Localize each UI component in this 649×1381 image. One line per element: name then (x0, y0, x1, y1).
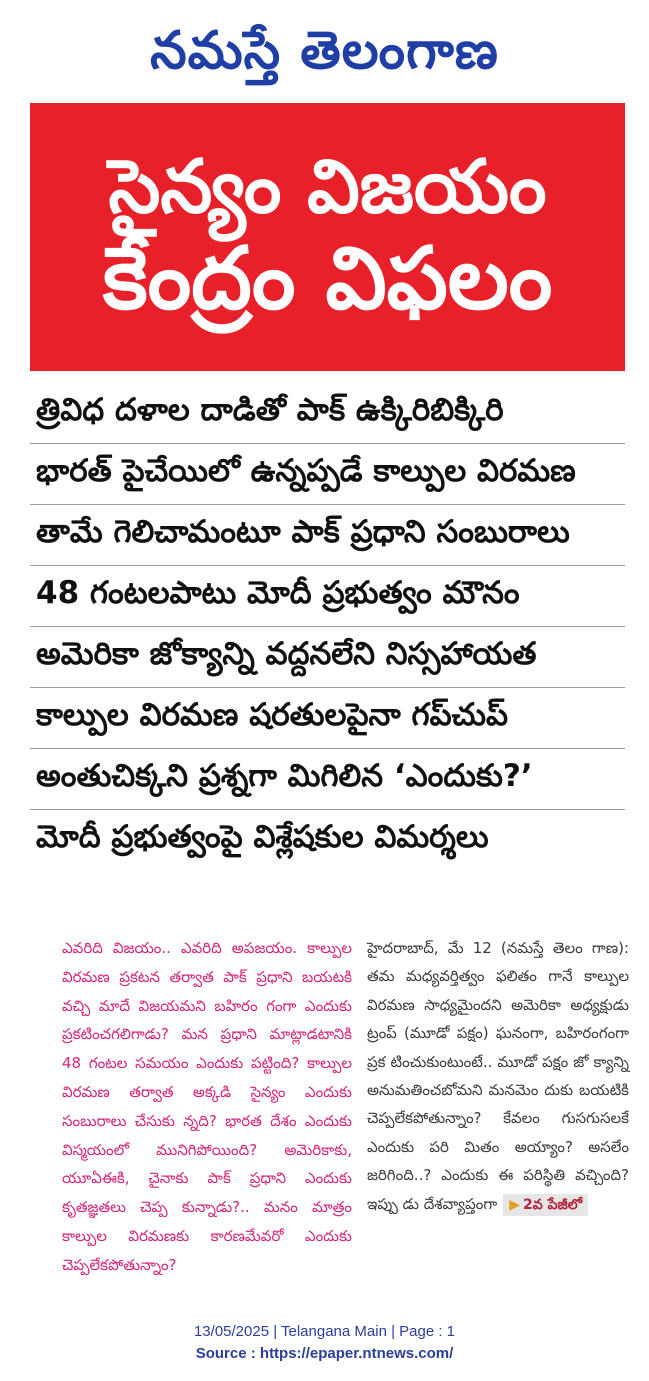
highlight-item: అమెరికా జోక్యాన్ని వద్దనలేని నిస్సహాయత (30, 627, 625, 688)
footer (0, 1321, 649, 1365)
highlight-item: త్రివిధ దళాల దాడితో పాక్ ఉక్కిరిబిక్కిరి (30, 383, 625, 444)
headline-line-1: సైన్యం విజయం (108, 144, 547, 230)
footer-edition-info: 13/05/2025 | Telangana Main | Page : 1 (193, 1323, 456, 1340)
masthead-title: నమస్తే తెలంగాణ (150, 20, 499, 81)
headline-banner (30, 103, 625, 371)
footer-source-link[interactable]: Source : https://epaper.ntnews.com/ (195, 1345, 454, 1362)
highlight-item: తామే గెలిచామంటూ పాక్ ప్రధాని సంబురాలు (30, 505, 625, 566)
arrow-icon: ▶ (509, 1196, 521, 1213)
highlight-item: కాల్పుల విరమణ షరతులపైనా గప్‌చుప్ (30, 688, 625, 749)
continued-label: 2వ పేజీలో (523, 1196, 583, 1213)
highlight-item: అంతుచిక్కని ప్రశ్నగా మిగిలిన ‘ఎందుకు?’ (30, 749, 625, 810)
headline-line-2: కేంద్రం విఫలం (102, 229, 553, 330)
intro-column (62, 934, 352, 1280)
masthead (0, 6, 649, 96)
article-text: హైదరాబాద్, మే 12 (నమస్తే తెలం గాణ): తమ మధ్యవర్తిత్వం ఫలితం గానే కాల్పుల విరమణ సాధ్యమైందని అమెరికా అధ్యక్షుడు ట్రంప్ (మూడో పక్షం) ఘనంగా, బహిరంగంగా ప్రక టించుకుంటుంటే.. మూడో పక్షం జో క్యాన్ని అనుమతించబోమని మనమెం దుకు బయటికి చెప్పలేకపోతున్నాం? కేవలం గుసగుసలకే ఎందుకు పరి మితం అయ్యాం? అసలేం జరిగింది..? ఎందుకు ఈ పరిస్థితి వచ్చింది? ఇప్పు డు దేశవ్యాప్తంగా (367, 939, 629, 1213)
highlight-item: మోదీ ప్రభుత్వంపై విశ్లేషకుల విమర్శలు (36, 818, 489, 855)
highlight-item: భారత్ పైచేయిలో ఉన్నప్పడే కాల్పుల విరమణ (30, 444, 625, 505)
highlights-list (30, 383, 625, 870)
article-column (367, 934, 629, 1218)
continued-on-page-2-link[interactable] (503, 1194, 588, 1216)
highlight-item: 48 గంటలపాటు మోదీ ప్రభుత్వం మౌనం (30, 566, 625, 627)
intro-text: ఎవరిది విజయం.. ఎవరిది అపజయం. కాల్పుల విరమణ ప్రకటన తర్వాత పాక్ ప్రధాని బయటకి వచ్చి మాదే విజయమని బహిరం గంగా ఎందుకు ప్రకటించగలిగాడు? మన ప్రధాని మాట్లాడటానికి 48 గంటల సమయం ఎందుకు పట్టింది? కాల్పుల విరమణ తర్వాత అక్కడి సైన్యం ఎందుకు సంబురాలు చేసుకు న్నది? భారత దేశం ఎందుకు విస్మయంలో మునిగిపోయింది? అమెరికాకు, యూఏఈకి, చైనాకు పాక్ ప్రధాని ఎందుకు కృతజ్ఞతలు చెప్ప కున్నాడు?.. మనం మాత్రం కాల్పుల విరమణకు కారణమేవరో ఎందుకు చెప్పలేకపోతున్నాం? (62, 939, 352, 1274)
